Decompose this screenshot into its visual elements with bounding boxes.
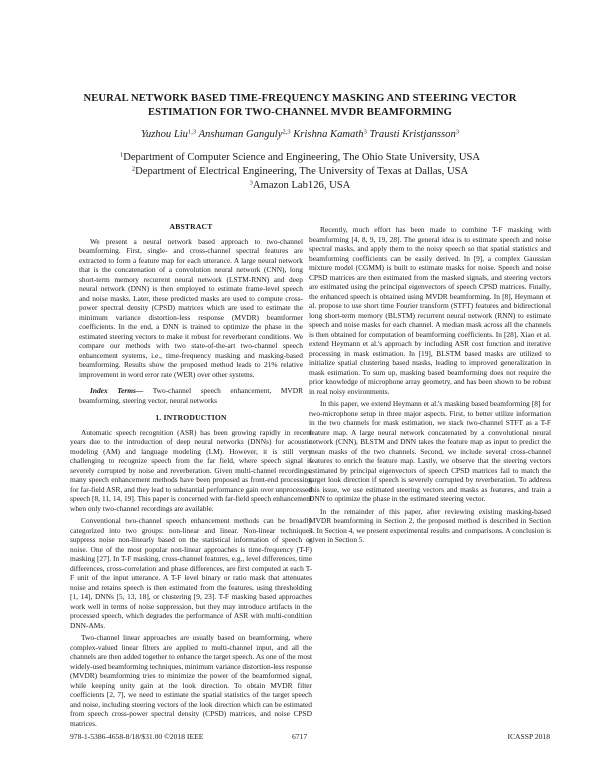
footer-copyright: 978-1-5386-4658-8/18/$31.00 ©2018 IEEE bbox=[70, 732, 204, 741]
affiliation-mark: 3 bbox=[249, 179, 253, 187]
affiliation-mark: 2 bbox=[131, 165, 136, 173]
intro-paragraph-1: Automatic speech recognition (ASR) has been growing rapidly in recent years due to the introduction of deep neural networks (DNNs) for acoustic modeling (AM) and language modeling (LM). However, it is still very challenging to recognize speech from the far field, where speech signal is severely corrupted by noise and reverberation. Given multi-channel recordings, many speech enhancement methods have been proposed as front-end processing for far-field ASR, and they lead to substantial performance gain over unprocessed speech [8, 11, 14, 19]. This paper is concerned with far-field speech enhancement when only two-channel recordings are available. bbox=[70, 427, 312, 513]
abstract-body bbox=[70, 237, 312, 380]
intro-paragraph-3: Two-channel linear approaches are usually based on beamforming, where complex-valued linear filters are applied to multi-channel input, and all the channels are then added together to enhance the target speech. As one of the most widely-used beamforming techniques, minimum variance distortion-less response (MVDR) beamforming tries to minimize the power of the beamformed signal, while keeping unity gain at the look direction. To obtain MVDR filter coefficients [2, 7], we need to estimate the spatial statistics of the target speech and noise, including steering vectors of the look direction which can be estimated from speech cross-power spectral density (CPSD) matrices, and noise CPSD matrices. bbox=[70, 633, 312, 728]
intro-paragraph-2: Conventional two-channel speech enhancement methods can be broadly categorized into two groups: non-linear and linear. Non-linear techniques suppress noise non-linearly based on the statistical information of speech or noise. One of the most popular non-linear approaches is time-frequency (T-F) masking [27]. In T-F masking, cross-channel features, e.g., level differences, time differences, cross-correlation and phase differences, are first computed at each T-F unit of the input utterance. A T-F level binary or ratio mask that attenuates noise and retains speech is then estimated from the features, using thresholding [1, 14], DNNs [5, 13, 18], or clustering [9, 23]. T-F masking based approaches work well in terms of noise suppression, but they may introduce artifacts in the processed speech, which degrades the performance of ASR with multi-condition DNN-AMs. bbox=[70, 516, 312, 630]
affiliation-1 bbox=[40, 151, 560, 165]
title-line-1: NEURAL NETWORK BASED TIME-FREQUENCY MASKING AND STEERING VECTOR bbox=[83, 93, 517, 104]
author-affil-mark: 3 bbox=[455, 128, 460, 136]
index-terms bbox=[70, 386, 312, 405]
affiliation-mark: 1 bbox=[119, 151, 124, 159]
affiliation-text: Department of Electrical Engineering, The University of Texas at Dallas, USA bbox=[135, 166, 469, 177]
paper-title bbox=[40, 92, 560, 120]
title-line-2: ESTIMATION FOR TWO-CHANNEL MVDR BEAMFORMING bbox=[147, 107, 453, 118]
abstract-heading: ABSTRACT bbox=[169, 222, 213, 231]
affiliation-2 bbox=[40, 165, 560, 179]
left-column bbox=[70, 222, 312, 728]
author-name: Yuzhou Liu bbox=[140, 129, 188, 140]
affiliation-text: Department of Computer Science and Engineering, The Ohio State University, USA bbox=[123, 152, 481, 163]
intro-paragraph-5: In this paper, we extend Heymann et al.'s masking based beamforming [8] for two-microphone setup in three major aspects. First, to better utilize information in the two channels for mask estimation, we stack two-channel STFT as a T-F feature map. A large neural network concatenated by a convolutional neural network (CNN), BLSTM and DNN takes the feature map as input to predict the mean masks of the two channels. Second, we include several cross-channel features to enrich the feature map. Lastly, we observe that the steering vectors estimated by principal eigenvectors of speech CPSD matrices fail to match the target look direction if speech is severely corrupted by reverberation. To address this issue, we use estimated steering vectors and masks as features, and train a DNN to optimize the phase in the estimated steering vector. bbox=[309, 399, 551, 503]
affiliation-text: Amazon Lab126, USA bbox=[252, 180, 351, 191]
abstract-text: We present a neural network based approach to two-channel beamforming. First, single- and cross-channel spectral features are extracted to form a feature map for each utterance. A large neural network that is the concatenation of a convolution neural network (CNN), long short-term memory recurrent neural network (LSTM-RNN) and deep neural network (DNN) is then employed to estimate frame-level speech and noise masks. Later, these predicted masks are used to compute cross-power spectral density (CPSD) matrices which are used to estimate the minimum variance distortion-less response (MVDR) beamformer coefficients. In the end, a DNN is trained to optimize the phase in the estimated steering vectors to make it robust for reverberant conditions. We compare our methods with two state-of-the-art two-channel speech enhancement systems, i.e., time-frequency masking and masking-based beamforming. Results show the proposed method leads to 21% relative improvement in word error rate (WER) over other systems. bbox=[79, 236, 303, 379]
intro-paragraph-4: Recently, much effort has been made to combine T-F masking with beamforming [4, 8, 9, 19, 28]. The general idea is to estimate speech and noise spectral masks, and apply them to the noisy speech so that spatial statistics and beamforming coefficients can be easily derived. In [9], a complex Gaussian mixture model (CGMM) is built to estimate masks for noise. Speech and noise CPSD matrices are then estimated from the masked signals, and steering vectors are estimated using the principal eigenvectors of speech CPSD matrices. Finally, the enhanced speech is obtained using MVDR beamforming. In [8], Heymann et al. propose to use short time Fourier transform (STFT) features and bidirectional long short-term memory (BLSTM) recurrent neural network (RNN) to estimate speech and noise masks for each channel. A median mask across all the channels is then obtained for computation of beamforming coefficients. In [28], Xiao et al. extend Heymann et al.'s approach by including ASR cost function and iterative processing in mask estimation. In [19], BLSTM based masks are utilized to initialize spatial clustering based masks, leading to improved generalization in mask estimation. To sum up, masking based beamforming does not require the prior knowledge of microphone array geometry, and has been shown to be robust in real noisy environments. bbox=[309, 225, 551, 396]
author-affil-mark: 3 bbox=[363, 128, 367, 136]
affiliation-list bbox=[40, 151, 560, 193]
index-terms-label: Index Terms— bbox=[90, 386, 144, 395]
intro-paragraph-6: In the remainder of this paper, after reviewing existing masking-based MVDR beamforming in Section 2, the proposed method is described in Section 3. In Section 4, we present experimental results and comparisons. A conclusion is given in Section 5. bbox=[309, 506, 551, 544]
author-name: Krishna Kamath bbox=[293, 129, 364, 140]
index-terms-text: Two-channel speech enhancement, MVDR beamforming, steering vector, neural networks bbox=[79, 386, 303, 405]
author-list bbox=[40, 128, 560, 141]
author-name: Trausti Kristjansson bbox=[369, 129, 456, 140]
author-affil-mark: 1,3 bbox=[187, 128, 197, 136]
right-column bbox=[309, 222, 551, 545]
footer-page-number: 6717 bbox=[292, 732, 308, 741]
author-name: Anshuman Ganguly bbox=[198, 129, 283, 140]
affiliation-3 bbox=[40, 179, 560, 193]
footer-conference: ICASSP 2018 bbox=[507, 732, 550, 741]
author-affil-mark: 2,3 bbox=[282, 128, 291, 136]
page-footer bbox=[70, 732, 550, 744]
introduction-heading: 1. INTRODUCTION bbox=[155, 413, 227, 422]
